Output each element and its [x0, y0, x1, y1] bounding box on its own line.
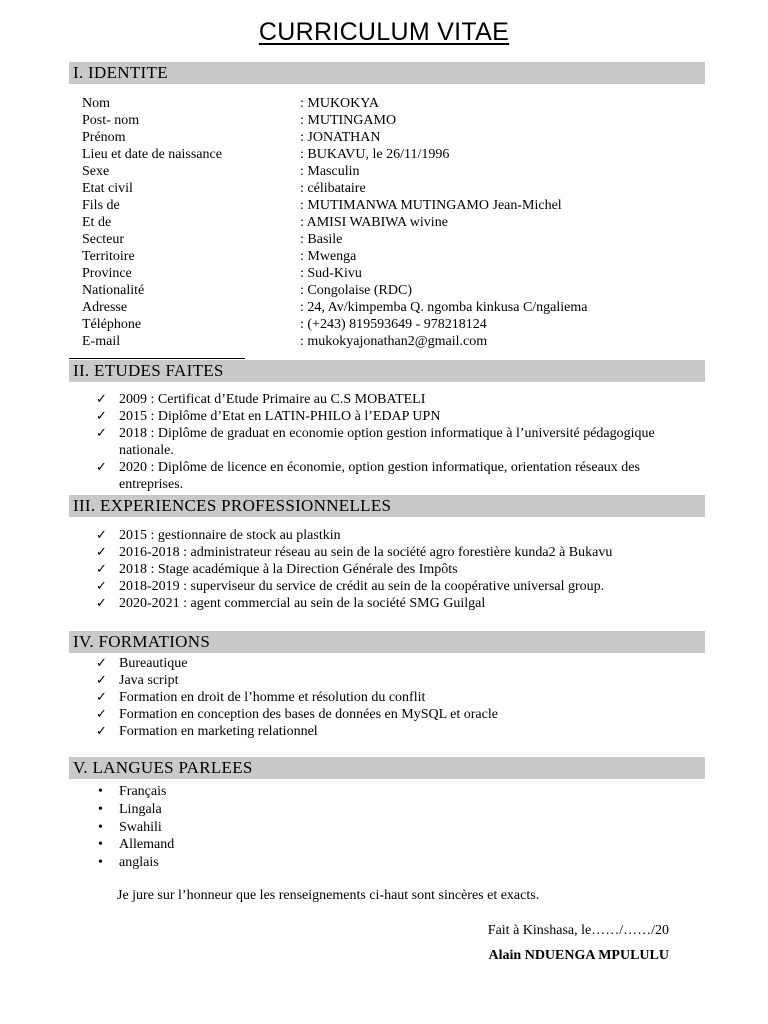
identity-label: Adresse	[82, 300, 128, 315]
identity-value: : MUKOKYA	[300, 96, 379, 111]
identity-row	[82, 231, 702, 248]
section-header-formations: IV. FORMATIONS	[69, 631, 705, 653]
etudes-list	[96, 391, 689, 493]
formations-list	[96, 655, 689, 740]
cv-title-text: CURRICULUM VITAE	[258, 18, 510, 46]
bullet-icon: •	[98, 801, 103, 817]
signature-name: Alain NDUENGA MPULULU	[488, 948, 669, 963]
identity-label: Nom	[82, 96, 110, 111]
place-date: Fait à Kinshasa, le……/……/20	[487, 923, 669, 938]
identity-row	[82, 129, 702, 146]
identity-row	[82, 214, 702, 231]
checkmark-icon: ✓	[96, 673, 107, 688]
list-item	[96, 391, 689, 408]
list-item	[96, 544, 689, 561]
etude-text: 2018 : Diplôme de graduat en economie option gestion informatique à l’université pédagogique nationale.	[119, 426, 655, 458]
identity-row	[82, 265, 702, 282]
identity-table	[82, 95, 702, 350]
identity-label: Nationalité	[82, 283, 145, 298]
langue-text: Lingala	[119, 801, 162, 817]
list-item	[96, 578, 689, 595]
identity-row	[82, 197, 702, 214]
checkmark-icon: ✓	[96, 690, 107, 705]
checkmark-icon: ✓	[96, 707, 107, 722]
experience-text: 2016-2018 : administrateur réseau au sein de la société agro forestière kunda2 à Bukavu	[119, 545, 613, 560]
list-item	[96, 408, 689, 425]
list-item	[96, 854, 689, 872]
identity-row	[82, 333, 702, 350]
identity-value: : 24, Av/kimpemba Q. ngomba kinkusa C/ngaliema	[300, 300, 588, 315]
identity-row	[82, 163, 702, 180]
identity-value: : Congolaise (RDC)	[300, 283, 412, 298]
list-item	[96, 706, 689, 723]
identity-value: : mukokyajonathan2@gmail.com	[300, 334, 488, 349]
etude-text: 2009 : Certificat d’Etude Primaire au C.S MOBATELI	[119, 392, 426, 407]
identity-label: Téléphone	[82, 317, 142, 332]
checkmark-icon: ✓	[96, 426, 107, 441]
list-item	[96, 819, 689, 837]
identity-row	[82, 248, 702, 265]
identity-row	[82, 112, 702, 129]
experience-text: 2018 : Stage académique à la Direction Générale des Impôts	[119, 562, 458, 577]
identity-label: Fils de	[82, 198, 120, 213]
bullet-icon: •	[98, 855, 103, 871]
identity-value: : AMISI WABIWA wivine	[300, 215, 448, 230]
formation-text: Bureautique	[119, 656, 188, 671]
identity-row	[82, 95, 702, 112]
identity-value: : Masculin	[300, 164, 360, 179]
etude-text: 2020 : Diplôme de licence en économie, option gestion informatique, orientation réseaux des entreprises.	[119, 460, 640, 492]
identity-label: Post- nom	[82, 113, 140, 128]
langue-text: anglais	[119, 855, 159, 871]
list-item	[96, 689, 689, 706]
identity-label: Territoire	[82, 249, 135, 264]
bullet-icon: •	[98, 819, 103, 835]
identity-label: E-mail	[82, 334, 121, 349]
section-rule	[69, 358, 245, 359]
identity-row	[82, 180, 702, 197]
bullet-icon: •	[98, 784, 103, 799]
list-item	[96, 425, 689, 459]
identity-value: : MUTINGAMO	[300, 113, 397, 128]
langue-text: Allemand	[119, 837, 175, 853]
identity-value: : JONATHAN	[300, 130, 381, 145]
checkmark-icon: ✓	[96, 656, 107, 671]
identity-label: Sexe	[82, 164, 110, 179]
identity-label: Etat civil	[82, 181, 133, 196]
langue-text: Français	[119, 784, 167, 799]
section-header-etudes: II. ETUDES FAITES	[69, 360, 705, 382]
section-header-identite: I. IDENTITE	[69, 62, 705, 84]
identity-row	[82, 316, 702, 333]
identity-value: : célibataire	[300, 181, 366, 196]
etude-text: 2015 : Diplôme d’Etat en LATIN-PHILO à l’EDAP UPN	[119, 409, 441, 424]
checkmark-icon: ✓	[96, 724, 107, 739]
identity-value: : MUTIMANWA MUTINGAMO Jean-Michel	[300, 198, 562, 213]
identity-row	[82, 299, 702, 316]
list-item	[96, 561, 689, 578]
checkmark-icon: ✓	[96, 392, 107, 407]
identity-value: : Sud-Kivu	[300, 266, 362, 281]
list-item	[96, 595, 689, 612]
checkmark-icon: ✓	[96, 460, 107, 475]
list-item	[96, 783, 689, 801]
checkmark-icon: ✓	[96, 562, 107, 577]
identity-label: Secteur	[82, 232, 124, 247]
experiences-list	[96, 527, 689, 612]
list-item	[96, 527, 689, 544]
experience-text: 2020-2021 : agent commercial au sein de la société SMG Guilgal	[119, 596, 486, 611]
bullet-icon: •	[98, 837, 103, 853]
experience-text: 2018-2019 : superviseur du service de crédit au sein de la coopérative universal group.	[119, 579, 605, 594]
checkmark-icon: ✓	[96, 528, 107, 543]
checkmark-icon: ✓	[96, 545, 107, 560]
identity-value: : Basile	[300, 232, 343, 247]
identity-value: : (+243) 819593649 - 978218124	[300, 317, 487, 332]
cv-title	[0, 18, 768, 47]
list-item	[96, 459, 689, 493]
section-header-experiences: III. EXPERIENCES PROFESSIONNELLES	[69, 495, 705, 517]
identity-label: Lieu et date de naissance	[82, 147, 222, 162]
langue-text: Swahili	[119, 819, 162, 835]
list-item	[96, 672, 689, 689]
oath-statement: Je jure sur l’honneur que les renseignements ci-haut sont sincères et exacts.	[117, 888, 540, 903]
identity-row	[82, 282, 702, 299]
list-item	[96, 801, 689, 819]
identity-label: Et de	[82, 215, 112, 230]
checkmark-icon: ✓	[96, 579, 107, 594]
identity-value: : Mwenga	[300, 249, 357, 264]
section-header-langues: V. LANGUES PARLEES	[69, 757, 705, 779]
identity-label: Prénom	[82, 130, 126, 145]
formation-text: Formation en marketing relationnel	[119, 724, 318, 739]
checkmark-icon: ✓	[96, 409, 107, 424]
list-item	[96, 723, 689, 740]
identity-value: : BUKAVU, le 26/11/1996	[300, 147, 450, 162]
langues-list	[96, 783, 689, 872]
checkmark-icon: ✓	[96, 596, 107, 611]
list-item	[96, 836, 689, 854]
identity-row	[82, 146, 702, 163]
formation-text: Formation en conception des bases de données en MySQL et oracle	[119, 707, 498, 722]
identity-label: Province	[82, 266, 132, 281]
list-item	[96, 655, 689, 672]
formation-text: Java script	[119, 673, 179, 688]
formation-text: Formation en droit de l’homme et résolution du conflit	[119, 690, 426, 705]
experience-text: 2015 : gestionnaire de stock au plastkin	[119, 528, 341, 543]
